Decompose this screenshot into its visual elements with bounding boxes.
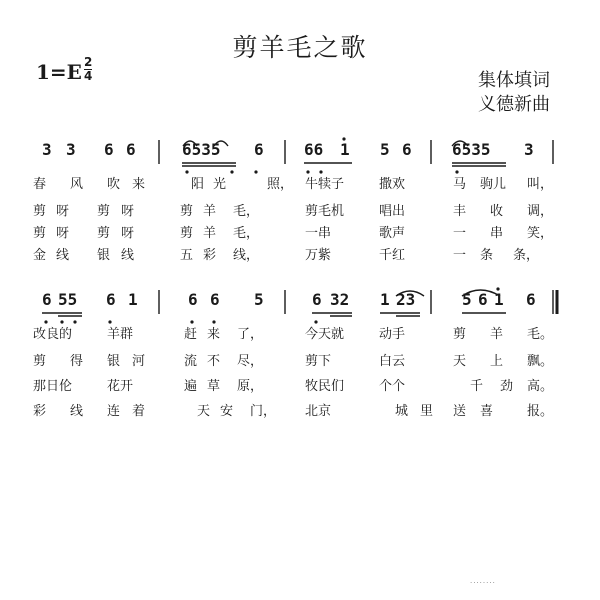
note: 1 [128, 290, 138, 309]
lyric-word: 赶 [184, 327, 198, 342]
lyric-word: 线， [233, 248, 260, 263]
lyric-word: 光 [213, 177, 227, 192]
note: 66 [304, 140, 324, 159]
lyric-word: 线 [56, 248, 70, 263]
lyric-word: 千 [470, 379, 484, 394]
lyric-word: 春 [33, 177, 47, 192]
lyric-word: 吹 [107, 177, 121, 192]
note: 6 [402, 140, 412, 159]
octave-dot-low [185, 170, 188, 173]
lyric-word: 阳 [191, 177, 205, 192]
lyric-word: 流 [184, 354, 198, 369]
lyric-word: 撒欢 [379, 177, 406, 192]
lyric-word: 线 [70, 404, 84, 419]
lyric-word: 遍 [184, 379, 198, 394]
lyric-word: 一 [453, 226, 467, 241]
note: 3 [524, 140, 534, 159]
lyric-word: 千红 [379, 248, 406, 263]
lyric-word: 了， [237, 327, 264, 342]
note: 3 [42, 140, 52, 159]
lyric-word: 毛。 [527, 327, 554, 342]
lyric-word: 毛， [233, 204, 260, 219]
note: 6 [478, 290, 488, 309]
lyric-word: 条 [480, 248, 494, 263]
note: 6 [188, 290, 198, 309]
lyric-word: 着 [132, 404, 146, 419]
lyric-word: 彩 [33, 404, 47, 419]
note: 1 [340, 140, 350, 159]
note: 1 [494, 290, 504, 309]
lyric-word: 牛犊子 [305, 177, 345, 192]
lyric-word: 不 [207, 354, 221, 369]
footer-watermark: ........ [470, 577, 496, 585]
song-title: 剪羊毛之歌 [232, 33, 368, 62]
note: 32 [330, 290, 350, 309]
lyric-word: 送 [453, 404, 467, 419]
lyric-word: 羊 [490, 327, 504, 342]
octave-dot-low [254, 170, 257, 173]
lyric-word: 剪 [33, 354, 47, 369]
lyric-word: 喜 [480, 404, 494, 419]
lyric-word: 叫， [527, 177, 554, 192]
lyricist-credit: 集体填词 [478, 70, 550, 91]
note: 6 [312, 290, 322, 309]
lyric-word: 原， [237, 379, 264, 394]
lyric-word: 羊 [203, 204, 217, 219]
meter-bottom: 4 [84, 69, 93, 83]
lyric-word: 五 [180, 248, 194, 263]
lyric-word: 得 [70, 354, 84, 369]
composer-credit: 义德新曲 [478, 94, 550, 115]
note: 6535 [452, 140, 491, 159]
lyric-word: 万紫 [305, 248, 332, 263]
lyric-word: 城 [395, 404, 409, 419]
key-signature: 1=E [36, 60, 82, 84]
lyric-word: 唱出 [379, 204, 406, 219]
lyric-word: 毛， [233, 226, 260, 241]
lyric-word: 花开 [107, 379, 134, 394]
octave-dot-low [73, 320, 76, 323]
lyric-word: 来 [207, 327, 221, 342]
lyric-word: 那日伦 [33, 379, 73, 394]
lyric-word: 门， [250, 404, 277, 419]
lyric-word: 剪 [180, 226, 194, 241]
lyric-word: 剪 [453, 327, 467, 342]
lyric-word: 飘。 [527, 354, 554, 369]
lyric-word: 上 [490, 354, 504, 369]
note: 6 [254, 140, 264, 159]
lyric-word: 条， [513, 248, 540, 263]
lyric-word: 连 [107, 404, 121, 419]
octave-dot-low [230, 170, 233, 173]
lyric-word: 一 [453, 248, 467, 263]
note: 6 [526, 290, 536, 309]
lyric-word: 丰 [453, 204, 467, 219]
lyric-word: 银 [97, 248, 111, 263]
lyric-word: 天 [197, 404, 211, 419]
lyric-word: 风 [70, 177, 84, 192]
lyric-word: 呀 [121, 204, 135, 219]
lyric-word: 北京 [305, 404, 332, 419]
lyric-word: 羊群 [107, 327, 134, 342]
lyric-word: 收 [490, 204, 504, 219]
note: 3 [66, 140, 76, 159]
lyric-word: 剪 [97, 204, 111, 219]
meter-top: 2 [84, 55, 93, 69]
note: 5 [462, 290, 472, 309]
lyric-word: 动手 [379, 327, 406, 342]
lyric-word: 尽， [237, 354, 264, 369]
lyric-word: 改良的 [33, 327, 73, 342]
lyric-word: 河 [132, 354, 146, 369]
lyric-word: 金 [33, 248, 47, 263]
lyric-word: 剪 [33, 204, 47, 219]
lyric-word: 笑， [527, 226, 554, 241]
lyric-word: 个个 [379, 379, 406, 394]
note: 6 [210, 290, 220, 309]
lyric-word: 来 [132, 177, 146, 192]
note: 5 [254, 290, 264, 309]
lyric-word: 剪 [180, 204, 194, 219]
lyric-word: 呀 [56, 226, 70, 241]
lyric-word: 彩 [203, 248, 217, 263]
note: 5 [380, 140, 390, 159]
lyric-word: 劲 [500, 379, 514, 394]
note: 6 [126, 140, 136, 159]
lyric-word: 剪下 [305, 354, 332, 369]
lyric-word: 白云 [379, 354, 406, 369]
note: 1 [380, 290, 390, 309]
lyric-word: 剪毛机 [305, 204, 345, 219]
lyric-word: 报。 [527, 404, 554, 419]
lyric-word: 照， [267, 177, 294, 192]
lyric-word: 呀 [121, 226, 135, 241]
note: 6 [106, 290, 116, 309]
lyric-word: 银 [107, 354, 121, 369]
lyric-word: 剪 [33, 226, 47, 241]
lyric-word: 串 [490, 226, 504, 241]
lyric-word: 今天就 [305, 327, 345, 342]
note: 55 [58, 290, 78, 309]
lyric-word: 高。 [527, 379, 554, 394]
lyric-word: 安 [220, 404, 234, 419]
note: 6 [104, 140, 114, 159]
lyric-word: 里 [420, 404, 434, 419]
lyric-word: 天 [453, 354, 467, 369]
lyric-word: 一串 [305, 226, 332, 241]
note: 6 [42, 290, 52, 309]
lyric-word: 呀 [56, 204, 70, 219]
note: 6535 [182, 140, 221, 159]
lyric-word: 剪 [97, 226, 111, 241]
lyric-word: 牧民们 [305, 379, 345, 394]
lyric-word: 歌声 [379, 226, 406, 241]
note: 23 [396, 290, 416, 309]
lyric-word: 羊 [203, 226, 217, 241]
lyric-word: 调， [527, 204, 554, 219]
lyric-word: 马 [453, 177, 467, 192]
lyric-word: 线 [121, 248, 135, 263]
lyric-word: 驹儿 [480, 177, 507, 192]
lyric-word: 草 [207, 379, 221, 394]
